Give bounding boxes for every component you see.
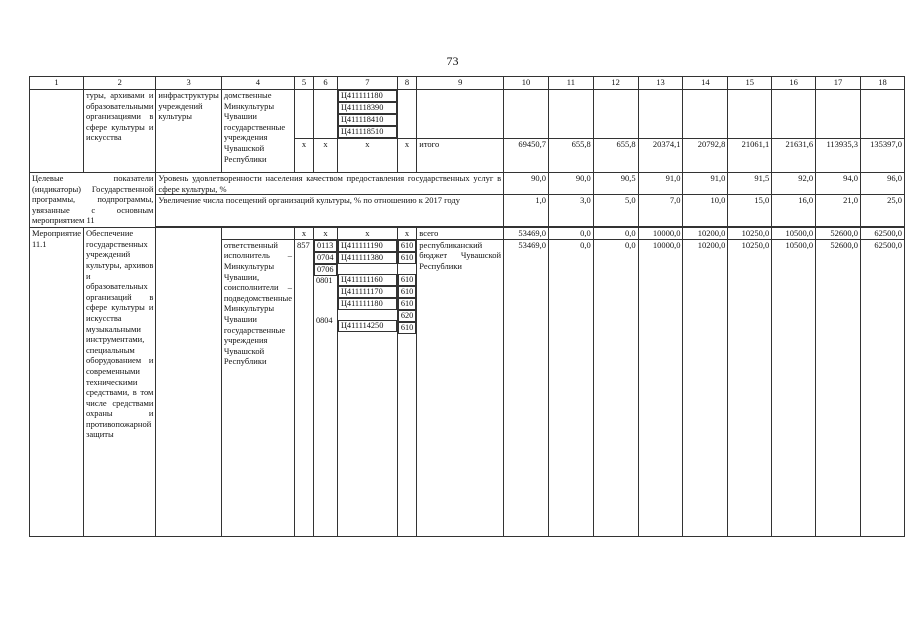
target-code: Ц411111190 xyxy=(338,240,397,252)
total-c5: x xyxy=(294,139,313,173)
code-value: Ц411111180 xyxy=(338,90,397,102)
code-value: Ц411118390 xyxy=(338,102,397,114)
indicator-value: 16,0 xyxy=(772,195,816,227)
target-code: Ц411114250 xyxy=(338,320,397,332)
column-number-row xyxy=(30,77,905,90)
total-label: итого xyxy=(417,139,504,173)
col-header-12: 12 xyxy=(593,77,638,90)
budget-value: 0,0 xyxy=(548,239,593,536)
col-header-10: 10 xyxy=(504,77,549,90)
measure-total-value: 10000,0 xyxy=(638,228,683,240)
section-code xyxy=(314,306,337,316)
section-code xyxy=(314,296,337,306)
total-value: 21061,1 xyxy=(728,139,772,173)
indicator-text: Уровень удовлетворенности населения качеством предоставления государственных услуг в сфере культуры, % xyxy=(156,173,504,195)
target-code: Ц411111170 xyxy=(338,286,397,298)
indicator-value: 90,0 xyxy=(504,173,549,195)
measure-total-label: всего xyxy=(417,228,504,240)
budget-value: 10000,0 xyxy=(638,239,683,536)
page-number: 73 xyxy=(446,54,459,68)
continuation-c6 xyxy=(313,90,337,139)
target-code: Ц411111380 xyxy=(338,252,397,264)
measure-total-row xyxy=(30,228,905,240)
expense-code: 610 xyxy=(398,286,416,298)
budget-value: 10500,0 xyxy=(772,239,816,536)
continuation-executor-text: домственные Минкультуры Чувашии государственные учреждения Чувашской Республики xyxy=(221,90,294,173)
measure-total-value: 0,0 xyxy=(593,228,638,240)
col-header-8: 8 xyxy=(397,77,416,90)
measure-name: Обеспечение государственных учреждений культуры, архивов и образовательных организаций в сфере культуры и искусства музыкальными инструментами, специальным оборудованием и современными техническими средствами, в том числе средствами охраны и противопожарной защиты xyxy=(84,228,156,537)
target-code xyxy=(338,264,397,274)
total-value: 655,8 xyxy=(548,139,593,173)
measure-total-value: 0,0 xyxy=(548,228,593,240)
col-header-2: 2 xyxy=(84,77,156,90)
section-code: 0704 xyxy=(314,252,337,264)
col-header-7: 7 xyxy=(337,77,397,90)
indicator-value: 90,5 xyxy=(593,173,638,195)
measure-total-value: 53469,0 xyxy=(504,228,549,240)
measure-col4-top xyxy=(221,228,294,240)
expense-code: 620 xyxy=(398,310,416,322)
indicator-value: 90,0 xyxy=(548,173,593,195)
indicator-value: 25,0 xyxy=(861,195,905,227)
measure-total-c7: x xyxy=(337,228,397,240)
total-value: 655,8 xyxy=(593,139,638,173)
col-header-15: 15 xyxy=(728,77,772,90)
indicator-text: Увеличение числа посещений организаций культуры, % по отношению к 2017 году xyxy=(156,195,504,227)
expense-code: 610 xyxy=(398,274,416,286)
measure-total-value: 10500,0 xyxy=(772,228,816,240)
indicator-value: 96,0 xyxy=(861,173,905,195)
measure-total-value: 10200,0 xyxy=(683,228,728,240)
indicator-value: 7,0 xyxy=(638,195,683,227)
total-c7: x xyxy=(337,139,397,173)
continuation-code-cell xyxy=(337,90,397,139)
indicator-value: 5,0 xyxy=(593,195,638,227)
expense-code: 610 xyxy=(398,322,416,334)
measure-total-c6: x xyxy=(313,228,337,240)
col-header-6: 6 xyxy=(313,77,337,90)
col-header-18: 18 xyxy=(861,77,905,90)
indicator-value: 91,0 xyxy=(638,173,683,195)
budget-target-codes xyxy=(337,239,397,536)
section-code: 0801 xyxy=(315,275,333,285)
continuation-c5 xyxy=(294,90,313,139)
budget-expense-codes xyxy=(397,239,416,536)
col-header-16: 16 xyxy=(772,77,816,90)
indicator-value: 92,0 xyxy=(772,173,816,195)
budget-value: 52600,0 xyxy=(816,239,861,536)
code-value: Ц411118410 xyxy=(338,114,397,126)
budget-section-codes xyxy=(313,239,337,536)
expense-code: 610 xyxy=(398,298,416,310)
code-value: Ц411118510 xyxy=(338,126,397,138)
indicators-label: Целевые показатели (индикаторы) Государственной программы, подпрограммы, увязанные с основным мероприятием 11 xyxy=(30,173,156,228)
budget-value: 62500,0 xyxy=(861,239,905,536)
budget-value: 0,0 xyxy=(593,239,638,536)
section-code: 0804 xyxy=(315,315,333,325)
indicator-row xyxy=(30,173,905,195)
budget-source: республиканский бюджет Чувашской Республики xyxy=(417,239,504,536)
budget-ministry-code: 857 xyxy=(294,239,313,536)
total-c6: x xyxy=(313,139,337,173)
measure-col3 xyxy=(156,228,221,537)
total-c8: x xyxy=(397,139,416,173)
budget-value: 53469,0 xyxy=(504,239,549,536)
continuation-organization-text: туры, архивами и образовательными организациями в сфере культуры и искусства xyxy=(84,90,156,173)
indicator-value: 15,0 xyxy=(728,195,772,227)
total-value: 69450,7 xyxy=(504,139,549,173)
col-header-4: 4 xyxy=(221,77,294,90)
budget-value: 10200,0 xyxy=(683,239,728,536)
budget-value: 10250,0 xyxy=(728,239,772,536)
expense-code: 610 xyxy=(398,252,416,264)
measure-total-value: 62500,0 xyxy=(861,228,905,240)
col-header-3: 3 xyxy=(156,77,221,90)
indicator-row xyxy=(30,195,905,227)
measure-executor: ответственный исполнитель – Минкультуры Чувашии, соисполнители – подведомственные Минкультуры Чувашии государственные учреждения Чувашской Республики xyxy=(221,239,294,536)
total-value: 21631,6 xyxy=(772,139,816,173)
indicator-value: 3,0 xyxy=(548,195,593,227)
indicator-value: 10,0 xyxy=(683,195,728,227)
col-header-17: 17 xyxy=(816,77,861,90)
measure-total-value: 10250,0 xyxy=(728,228,772,240)
expense-code xyxy=(398,264,416,274)
target-code: Ц411111180 xyxy=(338,298,397,310)
section-code xyxy=(314,286,337,296)
total-value: 135397,0 xyxy=(861,139,905,173)
continuation-c8 xyxy=(397,90,416,139)
total-value: 20374,1 xyxy=(638,139,683,173)
expense-code: 610 xyxy=(398,240,416,252)
budget-table-sheet xyxy=(29,76,905,537)
col-header-5: 5 xyxy=(294,77,313,90)
indicator-value: 21,0 xyxy=(816,195,861,227)
total-value: 20792,8 xyxy=(683,139,728,173)
target-code: Ц411111160 xyxy=(338,274,397,286)
continuation-col1 xyxy=(30,90,84,173)
col-header-11: 11 xyxy=(548,77,593,90)
indicator-value: 91,5 xyxy=(728,173,772,195)
section-code: 0113 xyxy=(314,240,337,252)
col-header-14: 14 xyxy=(683,77,728,90)
measure-total-c8: x xyxy=(397,228,416,240)
continuation-infrastructure-text: инфраструктуры учреждений культуры xyxy=(156,90,221,173)
total-value: 113935,3 xyxy=(816,139,861,173)
target-code xyxy=(338,310,397,320)
indicator-value: 91,0 xyxy=(683,173,728,195)
continuation-c9 xyxy=(417,90,504,139)
indicator-value: 94,0 xyxy=(816,173,861,195)
budget-table xyxy=(29,76,905,537)
col-header-13: 13 xyxy=(638,77,683,90)
col-header-9: 9 xyxy=(417,77,504,90)
measure-total-c5: x xyxy=(294,228,313,240)
measure-total-value: 52600,0 xyxy=(816,228,861,240)
col-header-1: 1 xyxy=(30,77,84,90)
measure-label: Мероприятие 11.1 xyxy=(30,228,84,537)
continuation-codes-row xyxy=(30,90,905,139)
section-code: 0706 xyxy=(314,264,337,276)
indicator-value: 1,0 xyxy=(504,195,549,227)
